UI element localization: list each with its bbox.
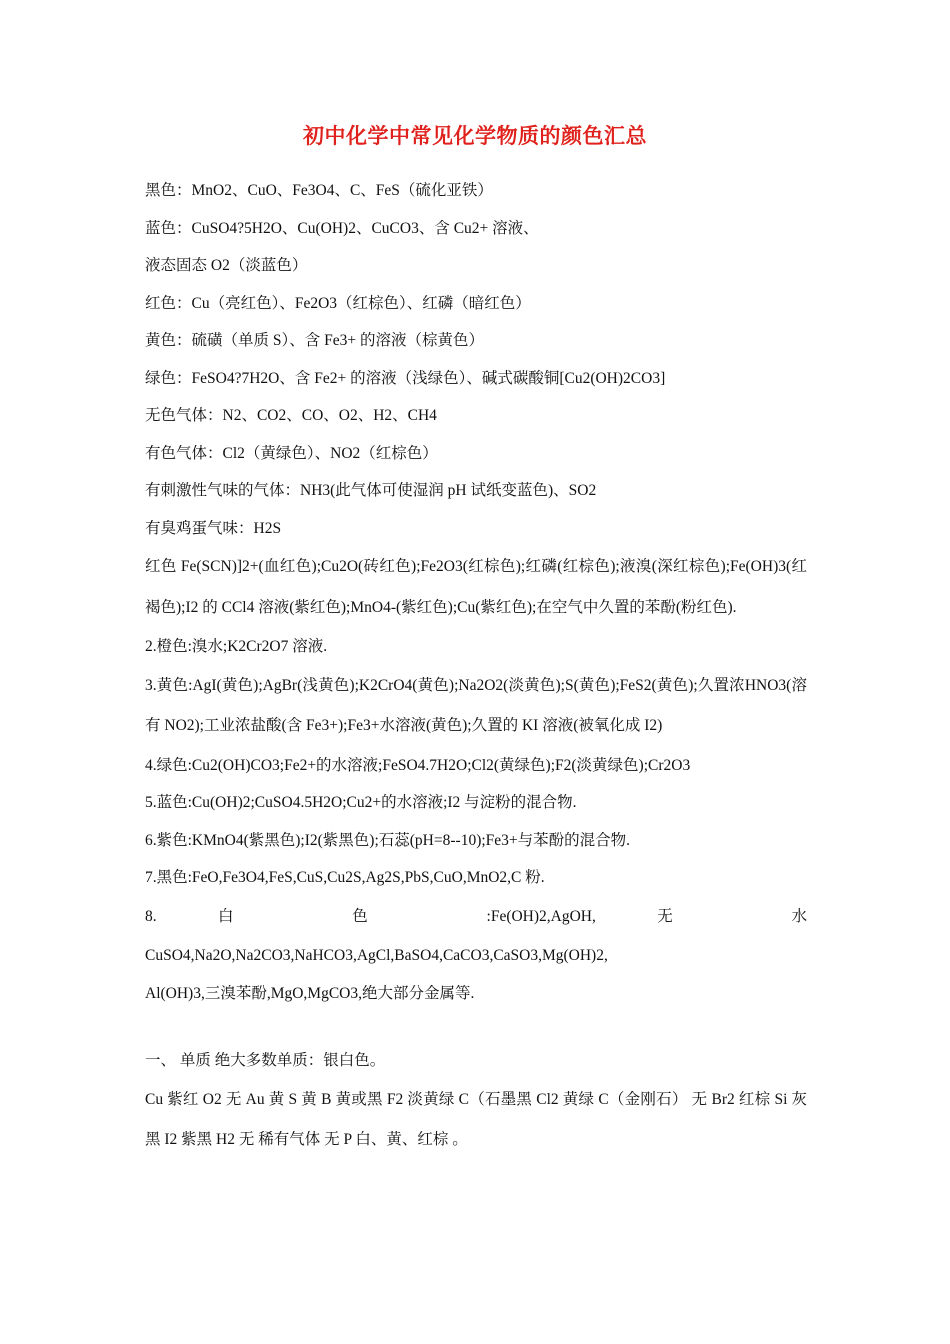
text-line-colorless-gas: 无色气体：N2、CO2、CO、O2、H2、CH4: [145, 407, 437, 424]
text-line-rotten-egg-gas: 有臭鸡蛋气味：H2S: [145, 519, 282, 537]
text-line-yellow: 黄色：硫磺（单质 S）、含 Fe3+ 的溶液（棕黄色）: [145, 332, 484, 349]
paragraph-red: 红色 Fe(SCN)]2+(血红色);Cu2O(砖红色);Fe2O3(红棕色);红磷(红棕色);液溴(深红棕色);Fe(OH)3(红褐色);I2 的 CCl4 溶液(紫红色);MnO4-(紫红色);Cu(紫红色);在空气中久置的苯酚(粉红色).: [145, 558, 807, 616]
section-spacer: [145, 1012, 807, 1042]
paragraph-white-line3: Al(OH)3,三溴苯酚,MgO,MgCO3,绝大部分金属等.: [145, 984, 475, 1002]
paragraph-black: 7.黑色:FeO,Fe3O4,FeS,CuS,Cu2S,Ag2S,PbS,CuO,MnO2,C 粉.: [145, 869, 545, 886]
document-title: 初中化学中常见化学物质的颜色汇总: [303, 124, 647, 148]
section-heading-elements: 一、 单质 绝大多数单质：银白色。: [145, 1052, 386, 1069]
paragraph-blue: 5.蓝色:Cu(OH)2;CuSO4.5H2O;Cu2+的水溶液;I2 与淀粉的混合物.: [145, 794, 577, 811]
paragraph-element-colors: Cu 紫红 O2 无 Au 黄 S 黄 B 黄或黑 F2 淡黄绿 C（石墨黑 Cl2 黄绿 C（金刚石） 无 Br2 红棕 Si 灰黑 I2 紫黑 H2 无 稀有气体 无 P 白、黄、红棕 。: [145, 1090, 807, 1148]
paragraph-purple: 6.紫色:KMnO4(紫黑色);I2(紫黑色);石蕊(pH=8--10);Fe3+与苯酚的混合物.: [145, 831, 631, 849]
text-line-black: 黑色：MnO2、CuO、Fe3O4、C、FeS（硫化亚铁）: [145, 182, 493, 199]
text-line-irritating-gas: 有刺激性气味的气体：NH3(此气体可使湿润 pH 试纸变蓝色)、SO2: [145, 482, 597, 499]
paragraph-yellow: 3.黄色:AgI(黄色);AgBr(浅黄色);K2CrO4(黄色);Na2O2(淡黄色);S(黄色);FeS2(黄色);久置浓HNO3(溶有 NO2);工业浓盐酸(含 Fe3+);Fe3+水溶液(黄色);久置的 KI 溶液(被氧化成 I2): [145, 676, 807, 734]
text-line-blue: 蓝色：CuSO4?5H2O、Cu(OH)2、CuCO3、含 Cu2+ 溶液、: [145, 219, 539, 237]
paragraph-orange: 2.橙色:溴水;K2Cr2O7 溶液.: [145, 638, 328, 655]
paragraph-green: 4.绿色:Cu2(OH)CO3;Fe2+的水溶液;FeSO4.7H2O;Cl2(黄绿色);F2(淡黄绿色);Cr2O3: [145, 756, 691, 774]
document-body: [145, 172, 807, 1161]
text-line-green: 绿色：FeSO4?7H2O、含 Fe2+ 的溶液（浅绿色）、碱式碳酸铜[Cu2(OH)2CO3]: [145, 369, 666, 387]
text-line-colored-gas: 有色气体：Cl2（黄绿色）、NO2（红棕色）: [145, 444, 438, 462]
text-line-liquid-oxygen: 液态固态 O2（淡蓝色）: [145, 257, 308, 274]
paragraph-white-line2: CuSO4,Na2O,Na2CO3,NaHCO3,AgCl,BaSO4,CaCO3,CaSO3,Mg(OH)2,: [145, 947, 608, 964]
paragraph-white-line1: 8. 白 色 :Fe(OH)2,AgOH, 无 水: [145, 907, 807, 925]
text-line-red: 红色：Cu（亮红色）、Fe2O3（红棕色）、红磷（暗红色）: [145, 294, 531, 312]
